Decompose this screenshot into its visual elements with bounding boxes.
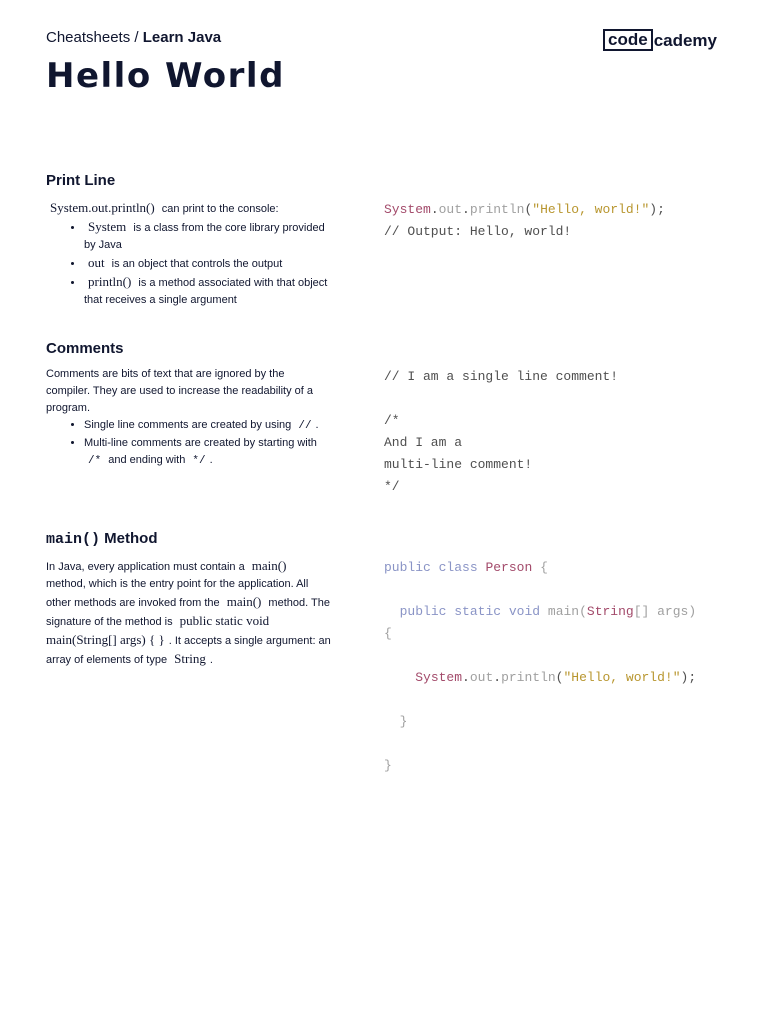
- list-item: [84, 218, 331, 254]
- code-token: public: [399, 604, 447, 619]
- code-token: println: [501, 670, 556, 685]
- code-line: And I am a: [384, 435, 463, 450]
- inline-code: String: [174, 651, 206, 666]
- list-item-text: .: [315, 419, 319, 431]
- description-text: method. The signature of the method is: [46, 597, 330, 628]
- section-title-comments: Comments: [46, 340, 124, 357]
- code-line: [384, 689, 696, 711]
- code-line: }: [384, 758, 392, 773]
- section-title-main-method: [46, 530, 158, 548]
- list-item-text: is a class from the core library provided by Java: [84, 222, 325, 251]
- code-line: // I am a single line comment!: [384, 369, 619, 384]
- logo-box-text: code: [603, 29, 653, 51]
- code-token: println: [469, 202, 525, 217]
- code-token: "Hello, world!": [532, 202, 650, 217]
- code-line: [384, 711, 696, 733]
- section-title-text: Method: [100, 530, 158, 547]
- section-title-code: main(): [46, 531, 101, 548]
- logo-rest-text: cademy: [653, 31, 718, 50]
- list-item-text: Single line comments are created by using: [84, 419, 295, 431]
- code-token: System: [384, 202, 431, 217]
- list-item-text: and ending with: [105, 454, 189, 466]
- code-token: (: [524, 202, 533, 217]
- list-item-text: is an object that controls the output: [108, 258, 283, 270]
- page-title: Hello World: [46, 56, 285, 96]
- code-token: Person: [485, 560, 533, 575]
- inline-code: //: [298, 420, 312, 432]
- code-line: [384, 645, 696, 667]
- code-line: [384, 601, 696, 623]
- print-line-bullets: [46, 218, 331, 309]
- inline-code: main(): [251, 558, 287, 573]
- inline-code: /*: [88, 455, 102, 467]
- inline-code: main(): [226, 594, 262, 609]
- code-line: */: [384, 479, 400, 494]
- code-line: [384, 579, 696, 601]
- code-token: .: [462, 670, 470, 685]
- breadcrumb-link-cheatsheets[interactable]: Cheatsheets: [46, 29, 131, 46]
- list-item-text: .: [209, 454, 213, 466]
- code-line: // Output: Hello, world!: [384, 224, 572, 239]
- list-item-text: is a method associated with that object that receives a single argument: [84, 277, 328, 306]
- code-token: }: [399, 714, 408, 729]
- comments-description: [46, 366, 331, 470]
- code-token: class: [438, 560, 478, 575]
- breadcrumb-separator: /: [130, 29, 143, 46]
- inline-code: System.out.println(): [50, 200, 155, 215]
- codecademy-logo[interactable]: [603, 29, 717, 51]
- code-token: System: [415, 670, 463, 685]
- code-block-print-line: [384, 199, 665, 243]
- code-block-main-method: [384, 557, 696, 777]
- code-line: [384, 199, 665, 221]
- code-line: /*: [384, 413, 400, 428]
- description-text: Comments are bits of text that are ignored by the compiler. They are used to increase the readability of a program.: [46, 368, 314, 414]
- code-token: );: [680, 670, 697, 685]
- inline-code: System: [88, 219, 127, 234]
- comments-bullets: [46, 417, 331, 470]
- list-item: [84, 417, 331, 435]
- print-line-description: [46, 199, 331, 309]
- inline-code: println(): [88, 274, 132, 289]
- code-token: );: [649, 202, 665, 217]
- inline-code: out: [88, 255, 105, 270]
- section-title-print-line: Print Line: [46, 172, 116, 189]
- code-token: main(: [547, 604, 587, 619]
- code-token: public: [384, 560, 431, 575]
- code-block-comments: [384, 366, 618, 498]
- code-token: {: [540, 560, 548, 575]
- code-token: String: [586, 604, 634, 619]
- list-item-text: Multi-line comments are created by starting with: [84, 437, 317, 449]
- code-token: void: [508, 604, 541, 619]
- code-line: [384, 667, 696, 689]
- list-item: [84, 254, 331, 273]
- code-line: [384, 388, 618, 410]
- description-text: can print to the console:: [158, 203, 279, 215]
- code-token: out: [438, 202, 463, 217]
- inline-code: public static void main(String[] args) { }: [46, 613, 270, 647]
- code-token: (: [555, 670, 564, 685]
- inline-code: */: [192, 455, 206, 467]
- code-token: static: [454, 604, 502, 619]
- code-token: out: [469, 670, 494, 685]
- code-line: {: [384, 626, 392, 641]
- list-item: [84, 435, 331, 470]
- description-text: . It accepts a single argument: an array of elements of type: [46, 635, 331, 666]
- description-text: .: [209, 654, 213, 666]
- code-token: .: [493, 670, 502, 685]
- description-text: In Java, every application must contain a: [46, 561, 248, 573]
- breadcrumb-current[interactable]: Learn Java: [142, 29, 222, 46]
- breadcrumb: [46, 29, 221, 46]
- code-token: [] args): [633, 604, 697, 619]
- code-token: .: [430, 202, 439, 217]
- main-method-description: [46, 557, 331, 669]
- code-line: [384, 733, 696, 755]
- code-token: .: [462, 202, 470, 217]
- list-item: [84, 273, 331, 309]
- code-line: [384, 557, 696, 579]
- description-text: method, which is the entry point for the application. All other methods are invoked from the: [46, 578, 309, 609]
- code-token: "Hello, world!": [563, 670, 681, 685]
- code-line: multi-line comment!: [384, 457, 533, 472]
